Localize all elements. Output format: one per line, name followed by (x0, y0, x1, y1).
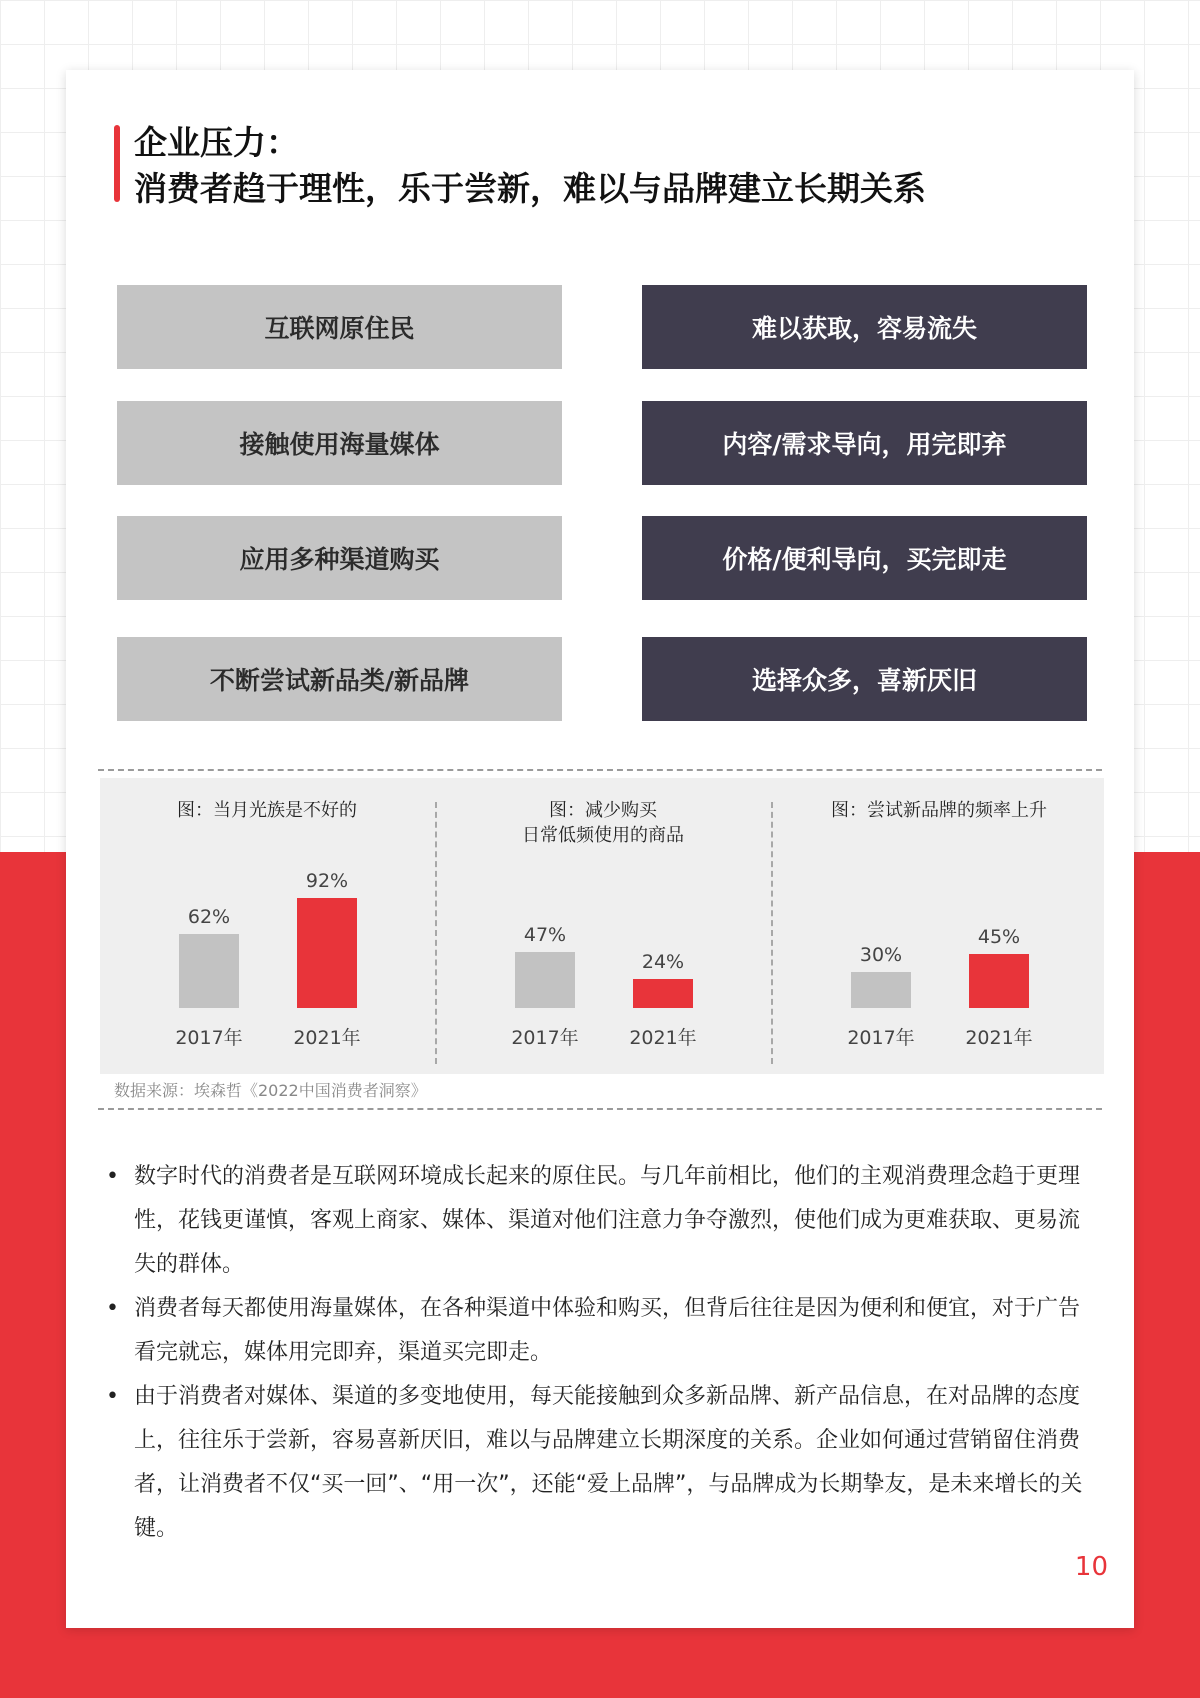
page-title (134, 120, 926, 212)
bullet-list (104, 1155, 1084, 1551)
trait-box: 应用多种渠道购买 (117, 516, 562, 600)
x-tick-label: 2021年 (293, 1027, 361, 1049)
bullet-item: • 消费者每天都使用海量媒体，在各种渠道中体验和购买，但背后往往是因为便利和便宜，对于广告看完就忘，媒体用完即弃，渠道买完即走。 (104, 1287, 1084, 1375)
bar-2017 (179, 934, 239, 1008)
comparison-row (117, 401, 1092, 485)
consequence-box: 难以获取，容易流失 (642, 285, 1087, 369)
bullet-item: • 数字时代的消费者是互联网环境成长起来的原住民。与几年前相比，他们的主观消费理念趋于更理性，花钱更谨慎，客观上商家、媒体、渠道对他们注意力争夺激烈，使他们成为更难获取、更易流失的群体。 (104, 1155, 1084, 1287)
bar-value-label: 30% (859, 944, 903, 966)
page-number: 10 (1074, 1552, 1108, 1582)
title-line-1: 企业压力： (134, 123, 299, 162)
consequence-box: 内容/需求导向，用完即弃 (642, 401, 1087, 485)
x-tick-label: 2021年 (629, 1027, 697, 1049)
chart-title-line-1: 图：减少购买 (549, 800, 657, 821)
bar-value-label: 47% (523, 923, 567, 946)
trait-box: 接触使用海量媒体 (117, 401, 562, 485)
x-tick-label: 2021年 (965, 1027, 1033, 1049)
dashed-divider-bottom (98, 1108, 1102, 1110)
bar-2017 (851, 972, 911, 1008)
bar-value-label: 92% (305, 869, 349, 892)
chart-title: 图：尝试新品牌的频率上升 (831, 800, 1047, 821)
bar-value-label: 45% (977, 926, 1021, 948)
comparison-row (117, 285, 1092, 369)
chart-panel-2 (436, 778, 770, 1074)
bar-2021 (969, 954, 1029, 1008)
data-source: 数据来源：埃森哲《2022中国消费者洞察》 (114, 1081, 427, 1100)
page-card (66, 70, 1134, 1628)
comparison-row (117, 516, 1092, 600)
x-tick-label: 2017年 (175, 1027, 243, 1049)
trait-box: 不断尝试新品类/新品牌 (117, 637, 562, 721)
chart-panel-3 (772, 778, 1106, 1074)
x-tick-label: 2017年 (511, 1027, 579, 1049)
chart-title (436, 798, 770, 848)
title-accent-bar (114, 125, 120, 202)
bar-2021 (297, 898, 357, 1008)
dashed-divider-top (98, 769, 1102, 771)
consequence-box: 选择众多，喜新厌旧 (642, 637, 1087, 721)
title-line-2: 消费者趋于理性，乐于尝新，难以与品牌建立长期关系 (134, 169, 926, 208)
bar-2021 (633, 979, 693, 1008)
trait-box: 互联网原住民 (117, 285, 562, 369)
x-tick-label: 2017年 (847, 1027, 915, 1049)
comparison-row (117, 637, 1092, 721)
chart-title-line-2: 日常低频使用的商品 (522, 825, 684, 846)
bar-value-label: 24% (641, 951, 685, 974)
bar-2017 (515, 952, 575, 1008)
chart-title: 图：当月光族是不好的 (177, 800, 357, 821)
bar-value-label: 62% (187, 905, 231, 928)
consequence-box: 价格/便利导向，买完即走 (642, 516, 1087, 600)
chart-panel-1 (100, 778, 434, 1074)
bullet-item: • 由于消费者对媒体、渠道的多变地使用，每天能接触到众多新品牌、新产品信息，在对品牌的态度上，往往乐于尝新，容易喜新厌旧，难以与品牌建立长期深度的关系。企业如何通过营销留住消费者，让消费者不仅“买一回”、“用一次”，还能“爱上品牌”，与品牌成为长期挚友，是未来增长的关键。 (104, 1375, 1084, 1551)
chart-area (100, 778, 1104, 1074)
